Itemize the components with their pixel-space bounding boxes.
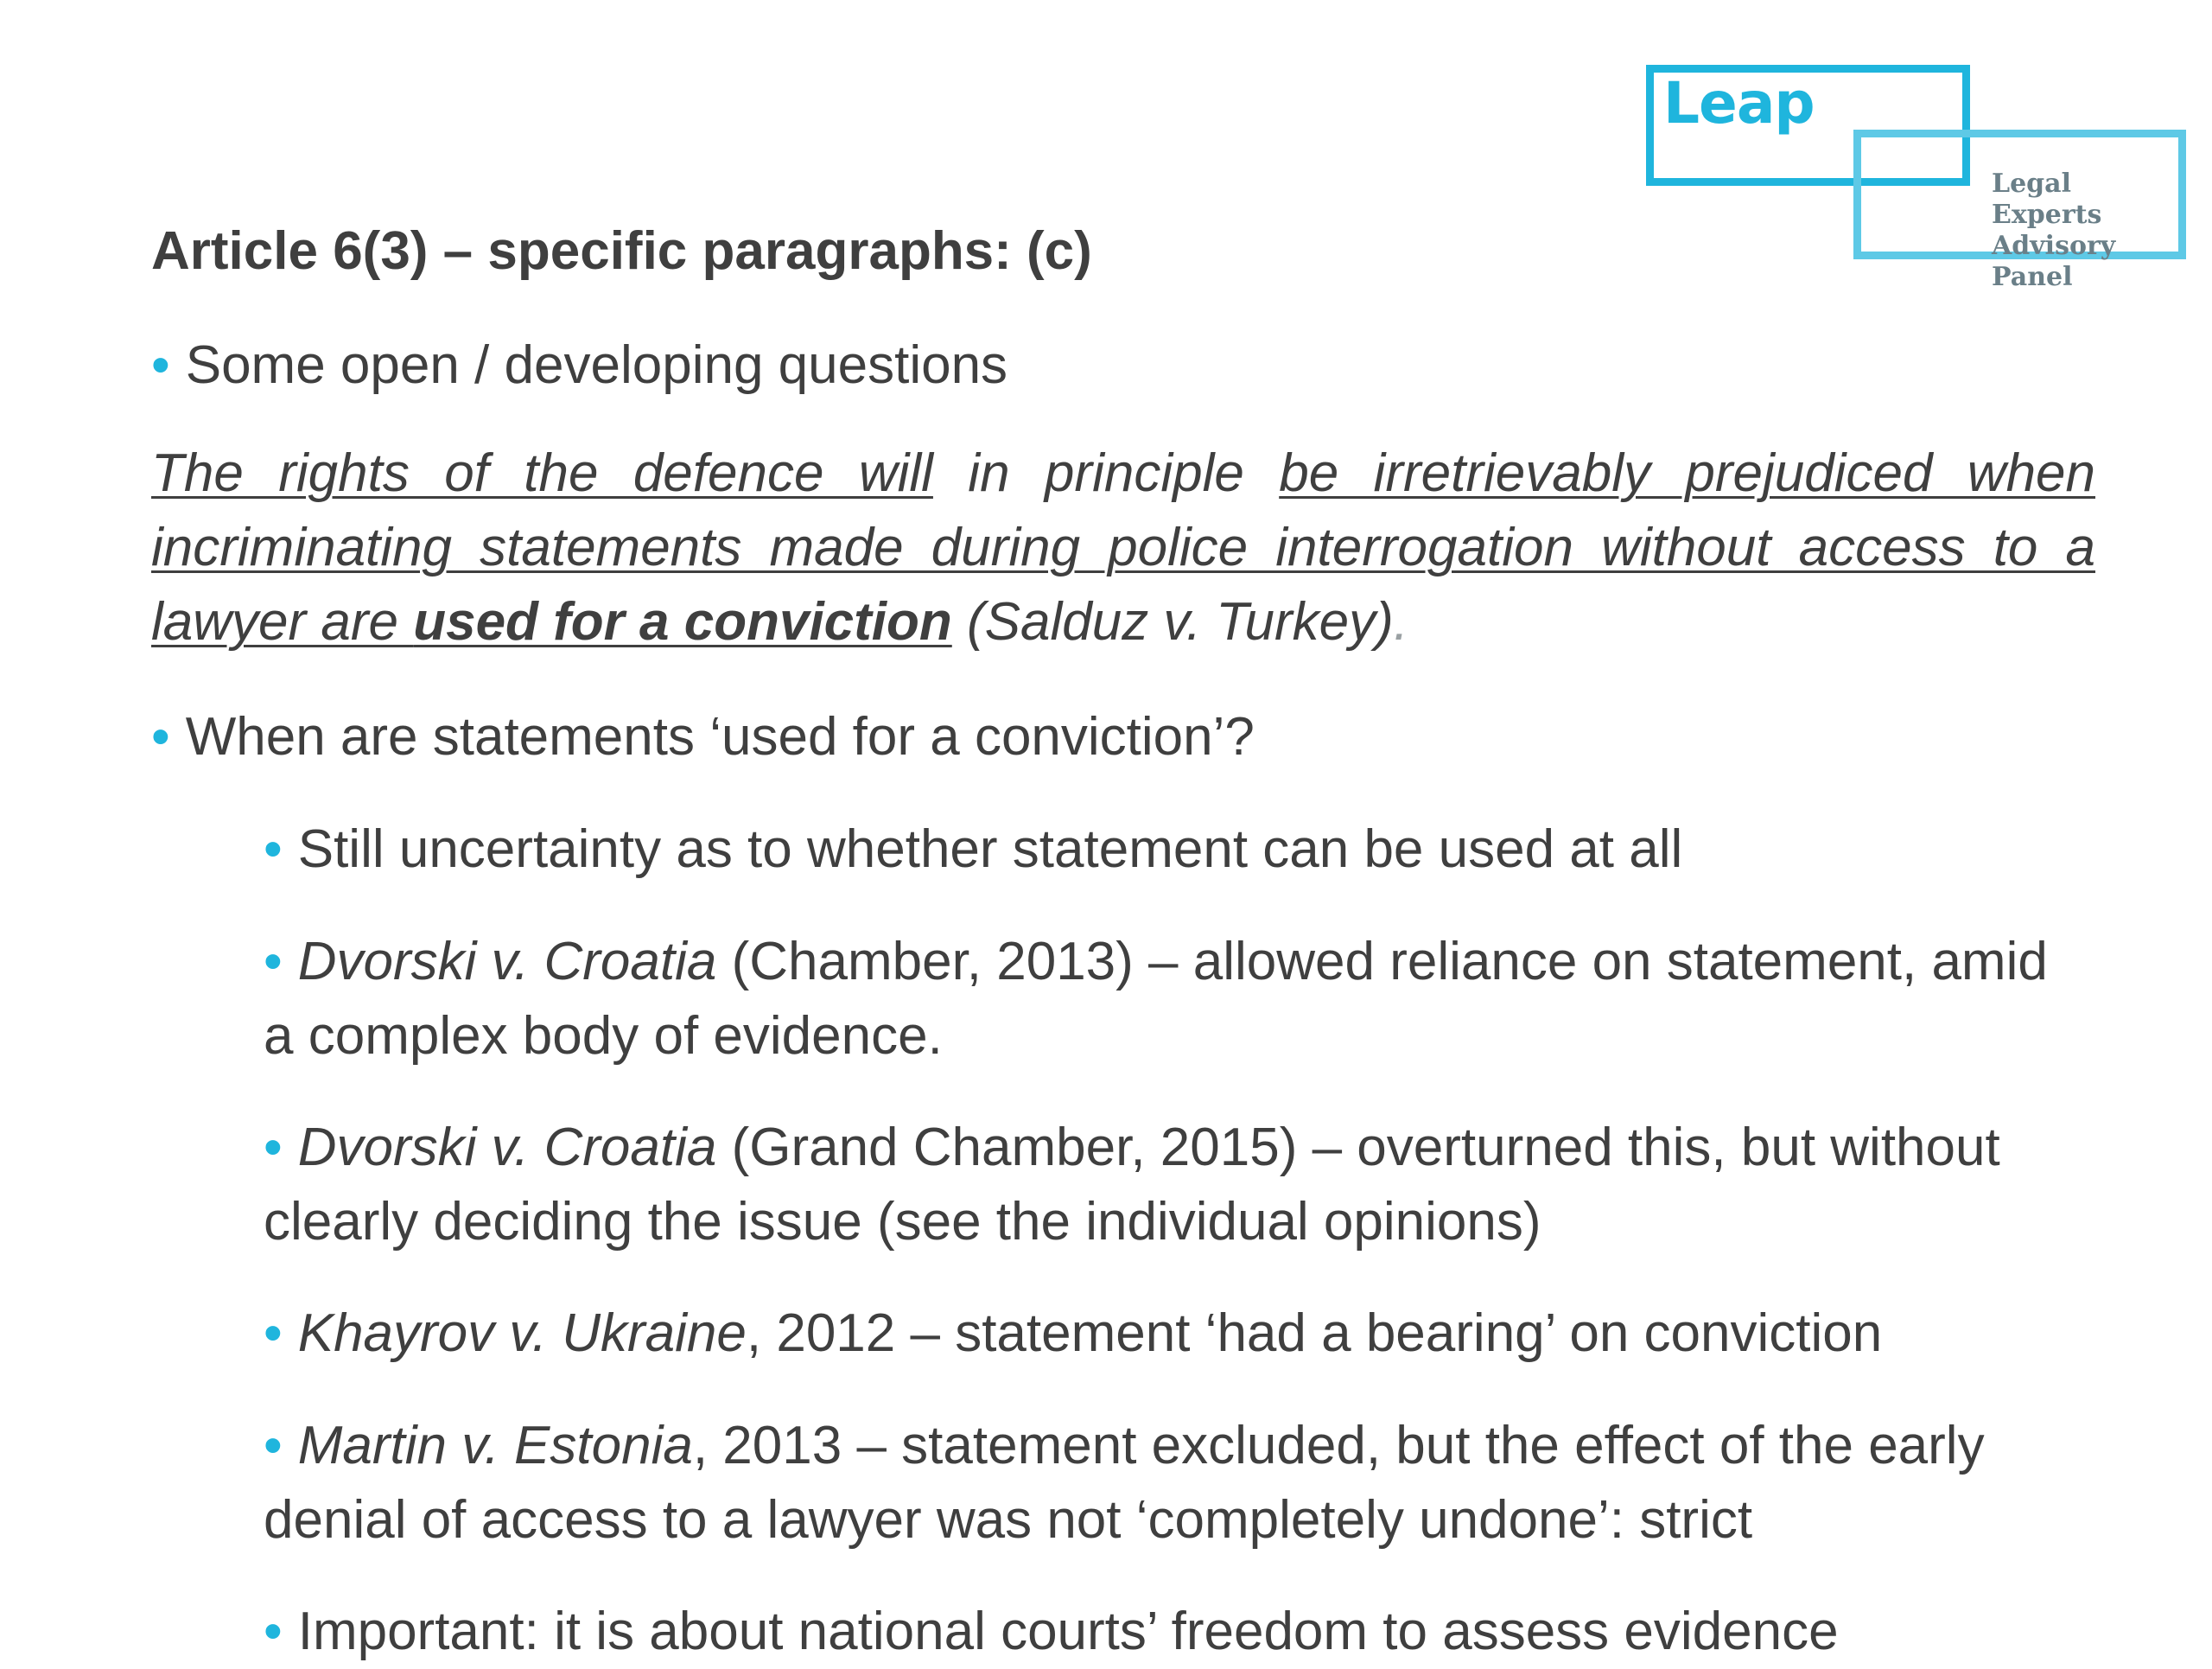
quote-part: The rights of the defence will xyxy=(151,443,933,503)
logo-wordmark: Leap xyxy=(1663,70,1815,137)
subbullet-dvorski-chamber xyxy=(264,925,2069,1073)
subbullet-dvorski-grand-chamber xyxy=(264,1111,2069,1259)
logo-subtitle-line2: Advisory Panel xyxy=(1992,231,2116,292)
subbullet-khayrov xyxy=(264,1296,2069,1371)
logo-subtitle xyxy=(1992,169,2182,293)
leap-logo xyxy=(1646,65,2186,292)
quote-citation: (Salduz v. Turkey) xyxy=(951,592,1394,652)
bullet-used-for-conviction xyxy=(151,700,1255,774)
logo-subtitle-line1: Legal Experts xyxy=(1992,169,2102,230)
bullet-icon: • xyxy=(264,819,283,879)
case-name: Dvorski v. Croatia xyxy=(297,932,717,991)
slide-title: Article 6(3) – specific paragraphs: (c) xyxy=(151,221,1092,281)
quote-part: be irretrievably prejudiced when incriminating statements made during police interrogation without access to a lawyer are xyxy=(151,443,2096,652)
subbullet-text: Important: it is about national courts’ freedom to assess evidence xyxy=(297,1602,1839,1661)
quote-part: in principle xyxy=(932,443,1280,503)
bullet-icon: • xyxy=(264,1416,283,1475)
subbullet-text: , 2012 – statement ‘had a bearing’ on conviction xyxy=(746,1303,1883,1363)
case-name: Khayrov v. Ukraine xyxy=(297,1303,747,1363)
bullet-text: When are statements ‘used for a conviction’? xyxy=(185,707,1255,767)
bullet-icon: • xyxy=(264,1602,283,1661)
subbullet-uncertainty xyxy=(264,812,2069,887)
subbullet-text: Still uncertainty as to whether statement can be used at all xyxy=(297,819,1683,879)
bullet-icon: • xyxy=(264,1118,283,1177)
subbullet-important xyxy=(264,1595,2069,1669)
quote-emphasis: used for a conviction xyxy=(413,592,952,652)
bullet-text: Some open / developing questions xyxy=(185,335,1008,395)
quote-period: . xyxy=(1393,592,1409,652)
bullet-icon: • xyxy=(151,707,170,767)
salduz-quote xyxy=(151,436,2095,659)
case-name: Dvorski v. Croatia xyxy=(297,1118,717,1177)
bullet-icon: • xyxy=(264,932,283,991)
subbullet-text: (Grand Chamber, 2015) – overturned this, but without clearly deciding the issue (see the individual opinions) xyxy=(264,1118,2000,1252)
bullet-icon: • xyxy=(264,1303,283,1363)
bullet-open-questions xyxy=(151,328,1007,403)
subbullet-text: (Chamber, 2013) – allowed reliance on statement, amid a complex body of evidence. xyxy=(264,932,2048,1066)
subbullet-martin xyxy=(264,1409,2069,1558)
subbullet-text: , 2013 – statement excluded, but the effect of the early denial of access to a lawyer was not ‘completely undone’: strict xyxy=(264,1416,1985,1550)
bullet-icon: • xyxy=(151,335,170,395)
case-name: Martin v. Estonia xyxy=(297,1416,693,1475)
